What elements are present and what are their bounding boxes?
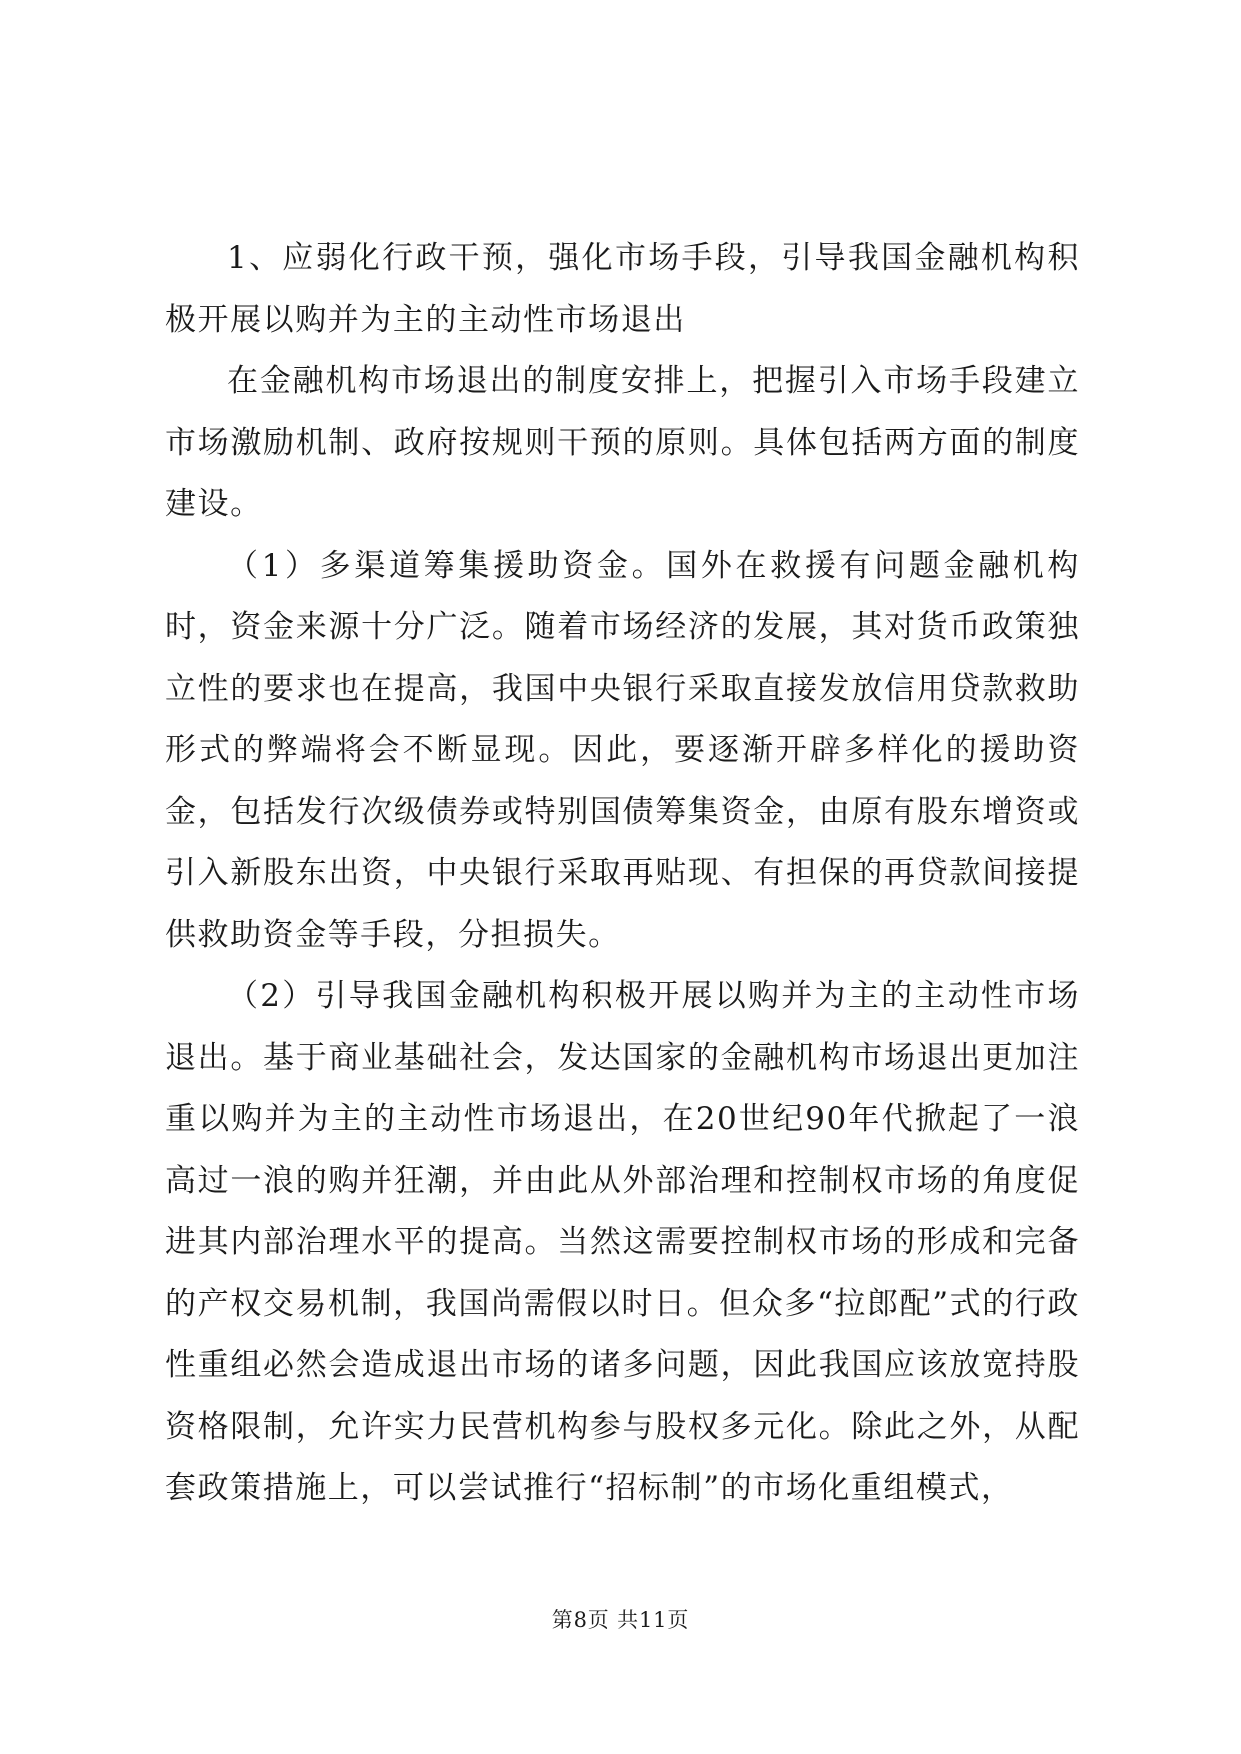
page-footer [0, 1605, 1241, 1635]
page-number-label: 第8页 共11页 [551, 1608, 690, 1632]
body-paragraph: 在金融机构市场退出的制度安排上，把握引入市场手段建立市场激励机制、政府按规则干预的原则。具体包括两方面的制度建设。 [165, 363, 1080, 522]
body-paragraph: （2）引导我国金融机构积极开展以购并为主的主动性市场退出。基于商业基础社会，发达国家的金融机构市场退出更加注重以购并为主的主动性市场退出，在20世纪90年代掀起了一浪高过一浪的购并狂潮，并由此从外部治理和控制权市场的角度促进其内部治理水平的提高。当然这需要控制权市场的形成和完备的产权交易机制，我国尚需假以时日。但众多“拉郎配”式的行政性重组必然会造成退出市场的诸多问题，因此我国应该放宽持股资格限制，允许实力民营机构参与股权多元化。除此之外，从配套政策措施上，可以尝试推行“招标制”的市场化重组模式， [165, 978, 1080, 1506]
body-paragraph: （1）多渠道筹集援助资金。国外在救援有问题金融机构时，资金来源十分广泛。随着市场经济的发展，其对货币政策独立性的要求也在提高，我国中央银行采取直接发放信用贷款救助形式的弊端将会不断显现。因此，要逐渐开辟多样化的援助资金，包括发行次级债券或特别国债筹集资金，由原有股东增资或引入新股东出资，中央银行采取再贴现、有担保的再贷款间接提供救助资金等手段，分担损失。 [165, 547, 1080, 953]
document-body [165, 228, 1080, 1520]
section-heading-paragraph: 1、应弱化行政干预，强化市场手段，引导我国金融机构积极开展以购并为主的主动性市场退出 [165, 240, 1080, 338]
